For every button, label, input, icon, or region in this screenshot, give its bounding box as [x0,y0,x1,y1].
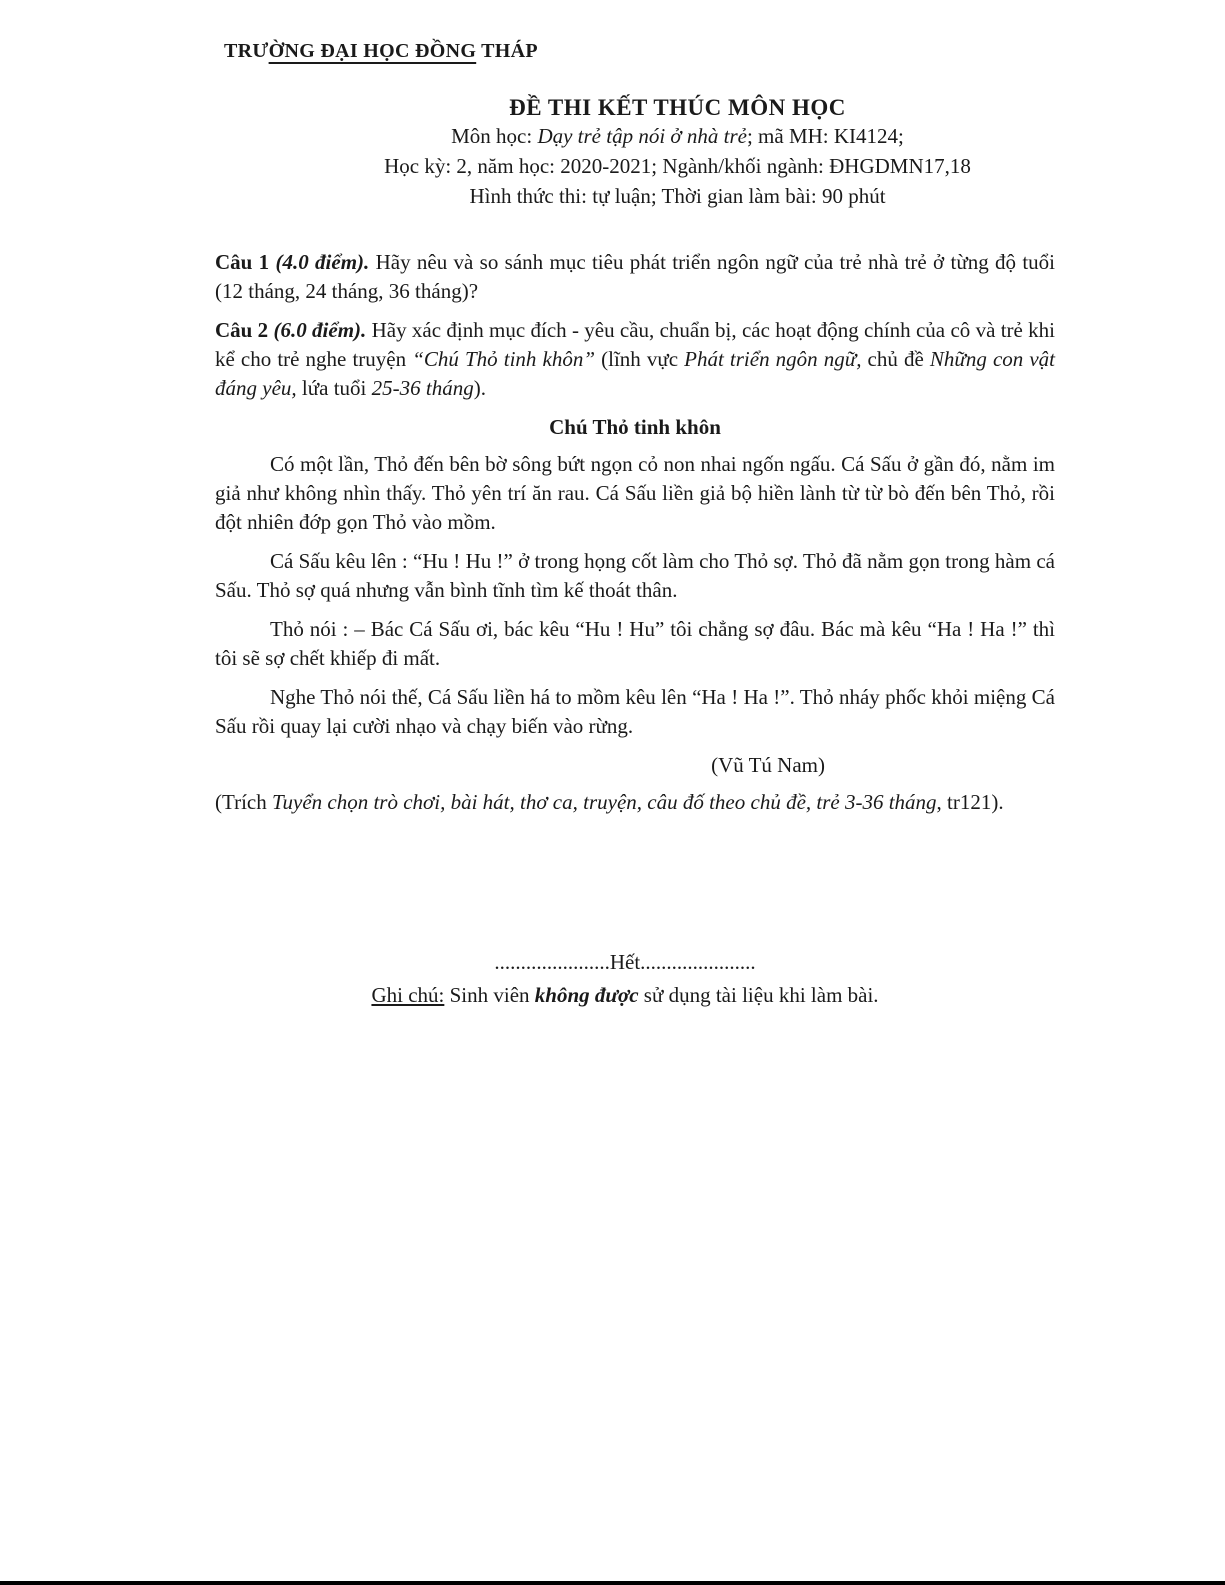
question-1 [215,248,1055,306]
learning-theme: Những con vật đáng yêu, [215,347,1056,400]
story-paragraph: Thỏ nói : – Bác Cá Sấu ơi, bác kêu “Hu ! Hu” tôi chẳng sợ đâu. Bác mà kêu “Ha ! Ha !” thì tôi sẽ sợ chết khiếp đi mất. [215,617,1055,670]
question-label: Câu 1 [215,250,270,274]
source-suffix: , tr121). [936,790,1004,814]
learning-domain: Phát triển ngôn ngữ, [684,347,862,371]
story-paragraph: Nghe Thỏ nói thế, Cá Sấu liền há to mồm kêu lên “Ha ! Ha !”. Thỏ nháy phốc khỏi miệng Cá Sấu rồi quay lại cười nhạo và chạy biến vào rừng. [215,685,1055,738]
story-reference: “Chú Thỏ tinh khôn” [412,347,596,371]
question-text: Hãy nêu và so sánh mục tiêu phát triển ngôn ngữ của trẻ nhà trẻ ở từng độ tuổi (12 tháng, 24 tháng, 36 tháng)? [215,250,1055,303]
question-label: Câu 2 [215,318,269,342]
exam-title: ĐỀ THI KẾT THÚC MÔN HỌC [509,95,846,120]
note-label: Ghi chú: [371,983,445,1007]
school-name-suffix: THÁP [476,40,538,62]
question-text: chủ đề [861,347,930,371]
source-prefix: (Trích [215,790,272,814]
story-paragraph: Có một lần, Thỏ đến bên bờ sông bứt ngọn cỏ non nhai ngốn ngấu. Cá Sấu ở gần đó, nằm im giả như không nhìn thấy. Thỏ yên trí ăn rau. Cá Sấu liền giả bộ hiền lành từ từ bò đến bên Thỏ, rồi đột nhiên đớp gọn Thỏ vào mồm. [215,452,1055,534]
question-score: (6.0 điểm). [273,318,367,342]
story-paragraph: Cá Sấu kêu lên : “Hu ! Hu !” ở trong họng cốt làm cho Thỏ sợ. Thỏ đã nằm gọn trong hàm cá Sấu. Thỏ sợ quá nhưng vẫn bình tĩnh tìm kế thoát thân. [215,549,1055,602]
story-title: Chú Thỏ tinh khôn [549,415,721,439]
exam-content [215,248,1055,827]
school-name [224,40,538,63]
school-name-prefix: TRƯ [224,40,269,62]
scan-bottom-edge [0,1581,1225,1585]
source-title: Tuyển chọn trò chơi, bài hát, thơ ca, truyện, câu đố theo chủ đề, trẻ 3-36 tháng [271,790,937,814]
question-text: lứa tuổi [296,376,372,400]
subject-code: ; mã MH: KI4124; [746,124,904,148]
semester-line: Học kỳ: 2, năm học: 2020-2021; Ngành/khối ngành: ĐHGDMN17,18 [384,154,971,178]
subject-prefix: Môn học: [451,124,538,148]
question-score: (4.0 điểm). [275,250,370,274]
question-text: ). [473,376,486,400]
subject-name: Dạy trẻ tập nói ở nhà trẻ [537,124,747,148]
exam-header [0,95,1225,211]
end-marker: ......................Hết...................... [494,950,756,974]
exam-footer [0,950,1225,1008]
story-author: (Vũ Tú Nam) [711,753,825,777]
age-range: 25-36 tháng [371,376,474,400]
question-2 [215,316,1055,403]
subject-line [130,121,1225,151]
story-source [215,788,1055,817]
note [25,983,1225,1008]
question-text: (lĩnh vực [595,347,685,371]
question-text: Hãy xác định mục đích - yêu cầu, chuẩn bị, các hoạt động chính của cô và trẻ khi kể cho trẻ nghe truyện [215,318,1056,371]
note-text: Sinh viên [444,983,535,1007]
school-name-underlined: ỜNG ĐẠI HỌC ĐỒNG [268,40,477,62]
note-emphasis: không được [534,983,639,1007]
exam-format-line: Hình thức thi: tự luận; Thời gian làm bài: 90 phút [469,184,886,208]
note-text: sử dụng tài liệu khi làm bài. [638,983,879,1007]
